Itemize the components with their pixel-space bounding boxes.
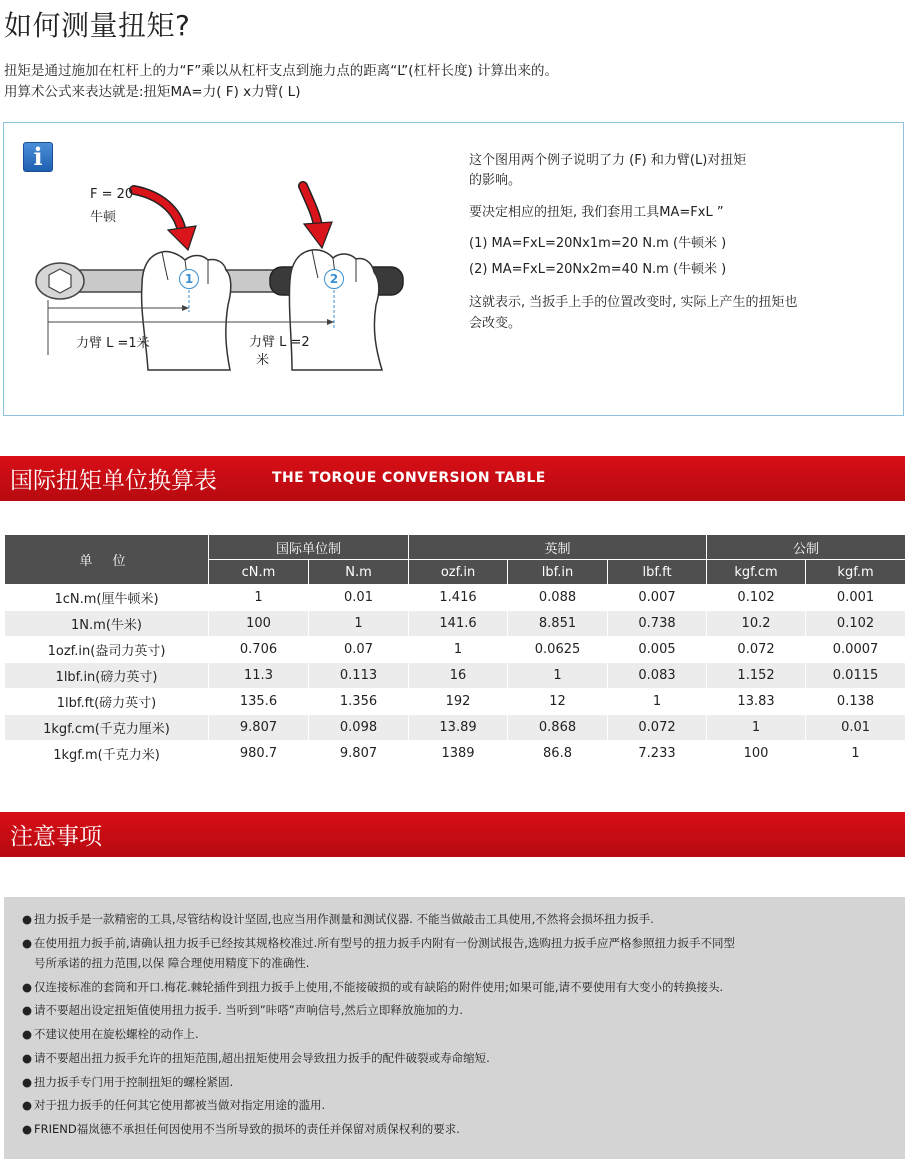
table-cell: 11.3 xyxy=(209,663,309,689)
table-cell: 100 xyxy=(209,611,309,637)
info-icon: i xyxy=(23,142,53,172)
note-item: ● 在使用扭力扳手前,请确认扭力扳手已经按其规格校准过.所有型号的扭力扳手内附有一份测试报告,选购扭力扳手应严格参照扭力扳手不同型 xyxy=(22,936,735,950)
table-cell: 86.8 xyxy=(508,741,608,767)
table-cell: 0.01 xyxy=(309,585,409,611)
table-cell: 980.7 xyxy=(209,741,309,767)
table-cell: 1.356 xyxy=(309,689,409,715)
example-2: (2) MA=FxL=20Nx2m=40 N.m (牛顿米 ) xyxy=(469,262,727,277)
table-cell: 100 xyxy=(707,741,806,767)
note-item: ● 扭力扳手是一款精密的工具,尽管结构设计坚固,也应当用作测量和测试仪器. 不能当做敲击工具使用,不然将会损坏扭力扳手. xyxy=(22,912,654,926)
table-cell: 1.416 xyxy=(409,585,508,611)
explanation-line-2: 的影响。 xyxy=(469,173,522,188)
table-row xyxy=(5,637,906,663)
row-unit: 1kgf.m(千克力米) xyxy=(5,741,209,767)
force-label: F = 20 xyxy=(90,187,134,202)
row-unit: 1lbf.in(磅力英寸) xyxy=(5,663,209,689)
table-cell: 10.2 xyxy=(707,611,806,637)
note-item: ● 扭力扳手专门用于控制扭矩的螺栓紧固. xyxy=(22,1075,234,1089)
table-cell: 141.6 xyxy=(409,611,508,637)
bullet-icon: ● xyxy=(22,912,33,926)
explanation-line-1: 这个图用两个例子说明了力 (F) 和力臂(L)对扭矩 xyxy=(469,153,747,168)
table-cell: 1 xyxy=(309,611,409,637)
example-1: (1) MA=FxL=20Nx1m=20 N.m (牛顿米 ) xyxy=(469,236,727,251)
column-header: lbf.in xyxy=(508,560,608,585)
table-cell: 135.6 xyxy=(209,689,309,715)
intro-definition: 扭矩是通过施加在杠杆上的力“F”乘以从杠杆支点到施力点的距离“L”(杠杆长度) 计算出来的。 xyxy=(4,63,559,79)
note-item: ● FRIEND福岚德不承担任何因使用不当所导致的损坏的责任并保留对质保权利的要求. xyxy=(22,1122,460,1136)
table-cell: 1 xyxy=(806,741,906,767)
marker-1-icon: 1 xyxy=(179,269,199,289)
row-unit: 1kgf.cm(千克力厘米) xyxy=(5,715,209,741)
note-item: ● 请不要超出设定扭矩值使用扭力扳手. 当听到”咔嗒”声响信号,然后立即释放施加的力. xyxy=(22,1003,464,1017)
table-cell: 13.83 xyxy=(707,689,806,715)
table-cell: 7.233 xyxy=(608,741,707,767)
bullet-icon: ● xyxy=(22,1098,33,1112)
table-cell: 9.807 xyxy=(209,715,309,741)
note-item: ● 对于扭力扳手的任何其它使用都被当做对指定用途的滥用. xyxy=(22,1098,326,1112)
group-header-si: 国际单位制 xyxy=(209,535,409,560)
row-unit: 1cN.m(厘牛顿米) xyxy=(5,585,209,611)
table-header-row xyxy=(5,535,906,560)
table-row xyxy=(5,715,906,741)
bullet-icon: ● xyxy=(22,1003,33,1017)
table-cell: 0.072 xyxy=(707,637,806,663)
row-unit: 1N.m(牛米) xyxy=(5,611,209,637)
column-header: kgf.m xyxy=(806,560,906,585)
conclusion-line-1: 这就表示, 当扳手上手的位置改变时, 实际上产生的扭矩也 xyxy=(469,295,798,310)
bullet-icon: ● xyxy=(22,1075,33,1089)
table-cell: 13.89 xyxy=(409,715,508,741)
table-cell: 0.738 xyxy=(608,611,707,637)
unit-column-header: 单 位 xyxy=(5,535,209,585)
table-cell: 1389 xyxy=(409,741,508,767)
table-cell: 1 xyxy=(209,585,309,611)
marker-2-icon: 2 xyxy=(324,269,344,289)
table-row xyxy=(5,663,906,689)
table-cell: 9.807 xyxy=(309,741,409,767)
intro-formula: 用算术公式来表达就是:扭矩MA=力( F) x力臂( L) xyxy=(4,84,301,100)
column-header: kgf.cm xyxy=(707,560,806,585)
table-cell: 0.102 xyxy=(806,611,906,637)
table-cell: 8.851 xyxy=(508,611,608,637)
table-cell: 0.072 xyxy=(608,715,707,741)
column-header: lbf.ft xyxy=(608,560,707,585)
table-cell: 0.0115 xyxy=(806,663,906,689)
torque-title-cn: 国际扭矩单位换算表 xyxy=(10,468,217,494)
table-cell: 0.0007 xyxy=(806,637,906,663)
bullet-icon: ● xyxy=(22,936,33,950)
row-unit: 1ozf.in(盎司力英寸) xyxy=(5,637,209,663)
table-cell: 0.07 xyxy=(309,637,409,663)
table-cell: 1 xyxy=(707,715,806,741)
notes-header xyxy=(0,812,905,857)
table-cell: 1 xyxy=(508,663,608,689)
conversion-table xyxy=(4,534,906,767)
table-row xyxy=(5,585,906,611)
note-item-continued: 号所承诺的扭力范围,以保 障合理使用精度下的准确性. xyxy=(34,956,310,970)
table-cell: 192 xyxy=(409,689,508,715)
bullet-icon: ● xyxy=(22,1122,33,1136)
note-item: ● 请不要超出扭力扳手允许的扭矩范围,超出扭矩使用会导致扭力扳手的配件破裂或寿命缩短. xyxy=(22,1051,490,1065)
table-cell: 0.113 xyxy=(309,663,409,689)
group-header-imperial: 英制 xyxy=(409,535,707,560)
torque-title-en: THE TORQUE CONVERSION TABLE xyxy=(272,470,546,486)
table-cell: 0.706 xyxy=(209,637,309,663)
note-item: ● 不建议使用在旋松螺栓的动作上. xyxy=(22,1027,199,1041)
note-item: ● 仅连接标准的套筒和开口.梅花.棘轮插件到扭力扳手上使用,不能接破损的或有缺陷的附件使用;如果可能,请不要使用有大变小的转换接头. xyxy=(22,980,724,994)
table-cell: 0.0625 xyxy=(508,637,608,663)
formula-intro: 要决定相应的扭矩, 我们套用工具MA=FxL ” xyxy=(469,205,724,220)
arm-length-2-label: 力臂 L =2 xyxy=(249,335,310,350)
table-row xyxy=(5,689,906,715)
table-cell: 0.01 xyxy=(806,715,906,741)
table-cell: 0.005 xyxy=(608,637,707,663)
table-cell: 1 xyxy=(608,689,707,715)
table-cell: 0.001 xyxy=(806,585,906,611)
row-unit: 1lbf.ft(磅力英寸) xyxy=(5,689,209,715)
table-cell: 0.102 xyxy=(707,585,806,611)
table-cell: 16 xyxy=(409,663,508,689)
arm-length-1-label: 力臂 L =1米 xyxy=(76,336,150,351)
arm-length-2-unit: 米 xyxy=(256,353,270,368)
table-cell: 1.152 xyxy=(707,663,806,689)
force-unit-label: 牛顿 xyxy=(90,210,117,225)
table-cell: 0.868 xyxy=(508,715,608,741)
table-cell: 1 xyxy=(409,637,508,663)
column-header: N.m xyxy=(309,560,409,585)
conclusion-line-2: 会改变。 xyxy=(469,316,522,331)
notes-panel xyxy=(4,897,905,1159)
table-row xyxy=(5,611,906,637)
group-header-metric: 公制 xyxy=(707,535,906,560)
table-cell: 12 xyxy=(508,689,608,715)
column-header: cN.m xyxy=(209,560,309,585)
page-title: 如何测量扭矩? xyxy=(4,9,191,42)
table-cell: 0.088 xyxy=(508,585,608,611)
table-cell: 0.098 xyxy=(309,715,409,741)
torque-conversion-header xyxy=(0,456,905,501)
bullet-icon: ● xyxy=(22,980,33,994)
table-cell: 0.138 xyxy=(806,689,906,715)
table-row xyxy=(5,741,906,767)
notes-title: 注意事项 xyxy=(10,824,102,850)
table-cell: 0.083 xyxy=(608,663,707,689)
bullet-icon: ● xyxy=(22,1027,33,1041)
table-cell: 0.007 xyxy=(608,585,707,611)
column-header: ozf.in xyxy=(409,560,508,585)
bullet-icon: ● xyxy=(22,1051,33,1065)
